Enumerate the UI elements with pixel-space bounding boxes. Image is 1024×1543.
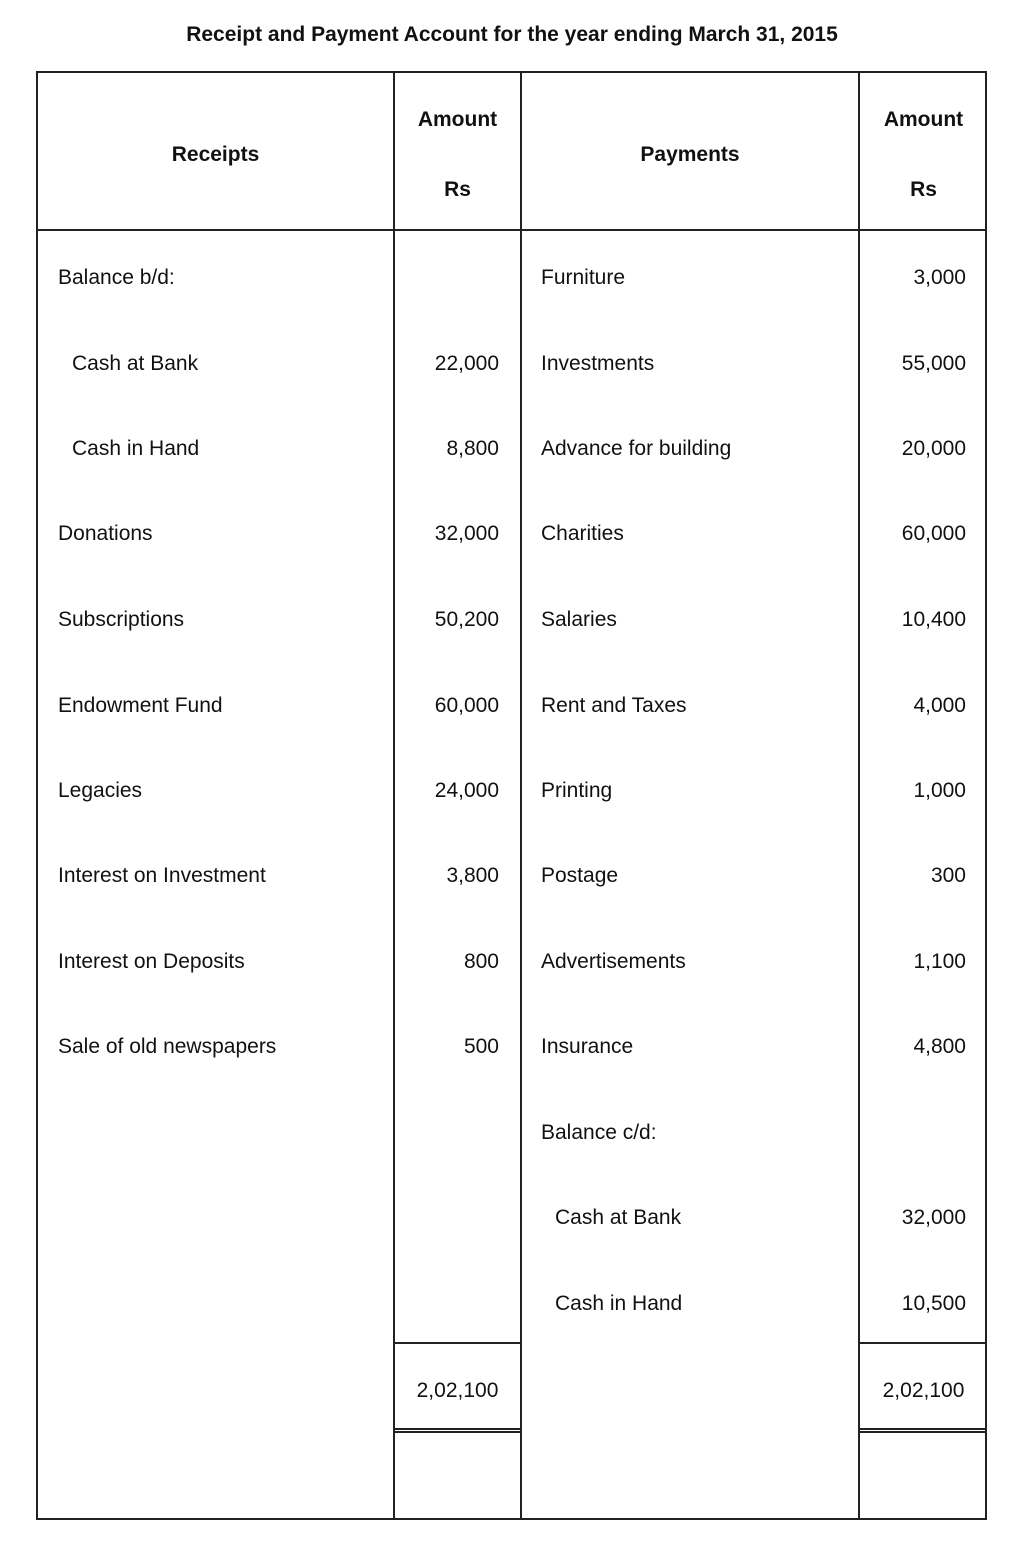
receipt-label: Interest on Deposits (58, 950, 245, 973)
payments-currency-header: Rs (910, 178, 937, 201)
receipt-label: Sale of old newspapers (58, 1035, 277, 1058)
payment-label: Charities (541, 522, 624, 545)
receipts-currency-header: Rs (444, 178, 471, 201)
receipt-label: Endowment Fund (58, 694, 223, 717)
receipt-label: Cash at Bank (72, 352, 199, 375)
payment-label: Balance c/d: (541, 1121, 657, 1144)
column-divider (520, 73, 522, 1518)
payment-label: Cash at Bank (555, 1206, 682, 1229)
payment-amount: 60,000 (901, 522, 966, 545)
receipts-header: Receipts (171, 143, 260, 166)
payment-label: Rent and Taxes (541, 694, 687, 717)
receipt-amount: 3,800 (446, 864, 499, 887)
receipt-amount: 50,200 (434, 608, 499, 631)
document-title: Receipt and Payment Account for the year ending March 31, 2015 (186, 23, 838, 46)
receipts-total-rule (395, 1342, 520, 1344)
payment-label: Salaries (541, 608, 617, 631)
header-divider (38, 229, 985, 231)
receipt-label: Balance b/d: (58, 266, 175, 289)
receipt-label: Donations (58, 522, 153, 545)
payment-label: Advance for building (541, 437, 732, 460)
payments-amount-header: Amount (883, 108, 964, 131)
receipt-label: Subscriptions (58, 608, 185, 631)
payments-total: 2,02,100 (882, 1379, 965, 1402)
receipt-amount: 22,000 (434, 352, 499, 375)
payment-amount: 3,000 (913, 266, 966, 289)
payments-header: Payments (640, 143, 740, 166)
payments-total-double-rule (860, 1428, 987, 1433)
payment-label: Investments (541, 352, 655, 375)
receipt-amount: 60,000 (434, 694, 499, 717)
receipt-amount: 500 (463, 1035, 499, 1058)
payment-label: Postage (541, 864, 619, 887)
payment-amount: 10,400 (901, 608, 966, 631)
receipt-label: Cash in Hand (72, 437, 200, 460)
receipt-amount: 800 (463, 950, 499, 973)
receipts-total-double-rule (395, 1428, 520, 1433)
payment-amount: 4,800 (913, 1035, 966, 1058)
payment-amount: 1,100 (913, 950, 966, 973)
payment-amount: 300 (930, 864, 966, 887)
payment-amount: 32,000 (901, 1206, 966, 1229)
receipt-label: Legacies (58, 779, 143, 802)
receipt-payment-ledger (36, 71, 987, 1520)
payment-label: Printing (541, 779, 613, 802)
receipt-amount: 32,000 (434, 522, 499, 545)
payment-label: Cash in Hand (555, 1292, 683, 1315)
receipt-label: Interest on Investment (58, 864, 266, 887)
payment-amount: 20,000 (901, 437, 966, 460)
receipt-amount: 24,000 (434, 779, 499, 802)
payment-amount: 1,000 (913, 779, 966, 802)
payments-total-rule (860, 1342, 987, 1344)
payment-amount: 10,500 (901, 1292, 966, 1315)
payment-label: Insurance (541, 1035, 634, 1058)
payment-amount: 4,000 (913, 694, 966, 717)
payment-label: Furniture (541, 266, 626, 289)
payment-amount: 55,000 (901, 352, 966, 375)
receipt-amount: 8,800 (446, 437, 499, 460)
receipts-total: 2,02,100 (416, 1379, 499, 1402)
receipts-amount-header: Amount (417, 108, 498, 131)
payment-label: Advertisements (541, 950, 686, 973)
